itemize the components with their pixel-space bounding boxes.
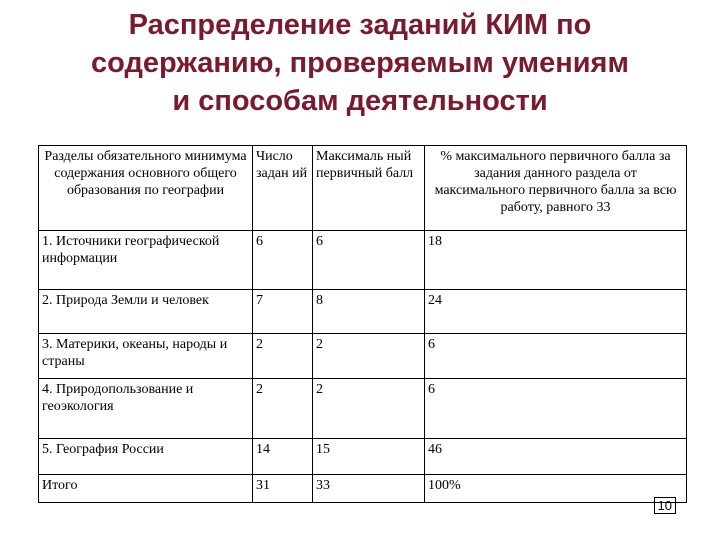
row-tasks: 7	[253, 290, 313, 334]
row-section: 5. География России	[39, 439, 253, 475]
row-tasks: 2	[253, 379, 313, 439]
row-percent: 46	[425, 439, 687, 475]
row-section: Итого	[39, 475, 253, 503]
slide-title	[0, 6, 720, 120]
row-score: 8	[313, 290, 425, 334]
row-tasks: 2	[253, 334, 313, 379]
distribution-table	[38, 145, 687, 503]
title-line-1: Распределение заданий КИМ по	[128, 9, 592, 41]
row-tasks: 14	[253, 439, 313, 475]
row-score: 6	[313, 231, 425, 290]
row-section: 4. Природопользование и геоэкология	[39, 379, 253, 439]
table-row	[39, 379, 687, 439]
header-percent: % максимального первичного балла за задания данного раздела от максимального первичного балла за всю работу, равного 33	[425, 146, 687, 231]
row-section: 3. Материки, океаны, народы и страны	[39, 334, 253, 379]
row-score: 2	[313, 334, 425, 379]
table-header-row	[39, 146, 687, 231]
header-max-score: Максималь ный первичный балл	[313, 146, 425, 231]
table-row	[39, 334, 687, 379]
title-line-3: и способам деятельности	[172, 85, 548, 117]
row-percent: 18	[425, 231, 687, 290]
header-task-count: Число задан ий	[253, 146, 313, 231]
table-row	[39, 290, 687, 334]
row-tasks: 31	[253, 475, 313, 503]
table-row-total	[39, 475, 687, 503]
title-line-2: содержанию, проверяемым умениям	[91, 47, 629, 79]
page-number: 10	[654, 497, 676, 514]
row-score: 2	[313, 379, 425, 439]
row-score: 15	[313, 439, 425, 475]
row-percent: 24	[425, 290, 687, 334]
row-tasks: 6	[253, 231, 313, 290]
table-row	[39, 231, 687, 290]
row-section: 1. Источники географической информации	[39, 231, 253, 290]
header-sections: Разделы обязательного минимума содержания основного общего образования по географии	[39, 146, 253, 231]
table-row	[39, 439, 687, 475]
row-percent: 6	[425, 379, 687, 439]
row-percent: 6	[425, 334, 687, 379]
row-section: 2. Природа Земли и человек	[39, 290, 253, 334]
row-percent: 100%	[425, 475, 687, 503]
row-score: 33	[313, 475, 425, 503]
